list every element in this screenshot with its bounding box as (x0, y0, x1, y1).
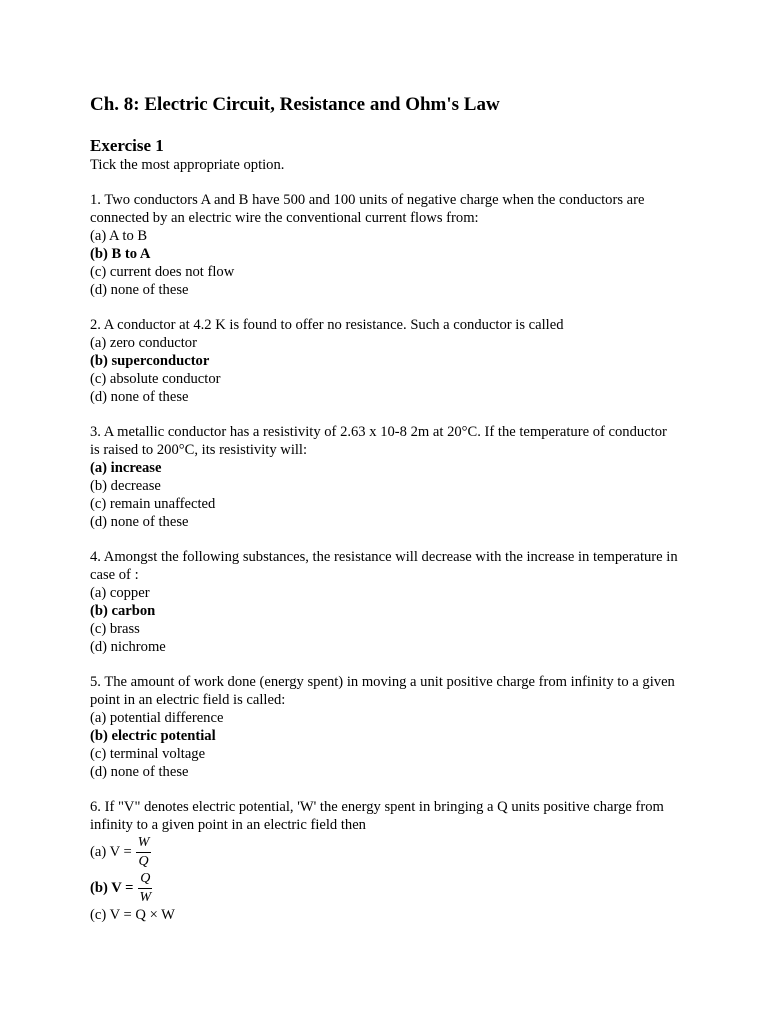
fraction (136, 835, 152, 870)
question-text: 4. Amongst the following substances, the resistance will decrease with the increase in temperature in case of : (90, 549, 678, 583)
option-c: (c) remain unaffected (90, 496, 216, 512)
question-6 (90, 798, 690, 924)
option-label: (b) V = (90, 880, 134, 896)
option-b: (b) electric potential (90, 728, 216, 744)
option-b: (b) carbon (90, 603, 156, 619)
option-a (90, 834, 690, 870)
question-4 (90, 548, 690, 656)
fraction-numerator: Q (138, 871, 152, 889)
question-3 (90, 423, 690, 531)
question-5 (90, 673, 690, 781)
option-c: (c) V = Q × W (90, 907, 175, 923)
chapter-title: Ch. 8: Electric Circuit, Resistance and Ohm's Law (90, 94, 500, 115)
exercise-heading: Exercise 1 (90, 136, 164, 155)
fraction-denominator: Q (138, 853, 149, 869)
question-text: 3. A metallic conductor has a resistivity of 2.63 x 10-8 2m at 20°C. If the temperature of conductor is raised to 200°C, its resistivity will: (90, 424, 667, 458)
option-d: (d) none of these (90, 764, 189, 780)
option-label: (a) V = (90, 844, 132, 860)
option-d: (d) none of these (90, 514, 189, 530)
option-a: (a) potential difference (90, 710, 224, 726)
question-text: 2. A conductor at 4.2 K is found to offer no resistance. Such a conductor is called (90, 317, 564, 333)
question-2 (90, 316, 690, 406)
question-1 (90, 191, 690, 299)
question-list (90, 191, 690, 781)
option-c: (c) current does not flow (90, 264, 235, 280)
option-a: (a) zero conductor (90, 335, 197, 351)
fraction-numerator: W (136, 835, 152, 853)
document-page (90, 94, 690, 924)
question-text: 6. If "V" denotes electric potential, 'W' the energy spent in bringing a Q units positive charge from infinity to a given point in an electric field then (90, 799, 664, 833)
option-d: (d) none of these (90, 282, 189, 298)
option-a: (a) A to B (90, 228, 148, 244)
option-b: (b) decrease (90, 478, 161, 494)
fraction-denominator: W (139, 889, 152, 905)
option-a: (a) copper (90, 585, 150, 601)
question-text: 1. Two conductors A and B have 500 and 100 units of negative charge when the conductors are connected by an electric wire the conventional current flows from: (90, 192, 645, 226)
option-d: (d) none of these (90, 389, 189, 405)
option-c: (c) brass (90, 621, 140, 637)
option-d: (d) nichrome (90, 639, 166, 655)
question-text: 5. The amount of work done (energy spent) in moving a unit positive charge from infinity to a given point in an electric field is called: (90, 674, 675, 708)
option-b: (b) B to A (90, 246, 151, 262)
option-b (90, 870, 690, 906)
option-c: (c) absolute conductor (90, 371, 221, 387)
option-c: (c) terminal voltage (90, 746, 206, 762)
instruction-text: Tick the most appropriate option. (90, 157, 285, 173)
option-a: (a) increase (90, 460, 162, 476)
option-b: (b) superconductor (90, 353, 210, 369)
fraction (137, 871, 153, 906)
